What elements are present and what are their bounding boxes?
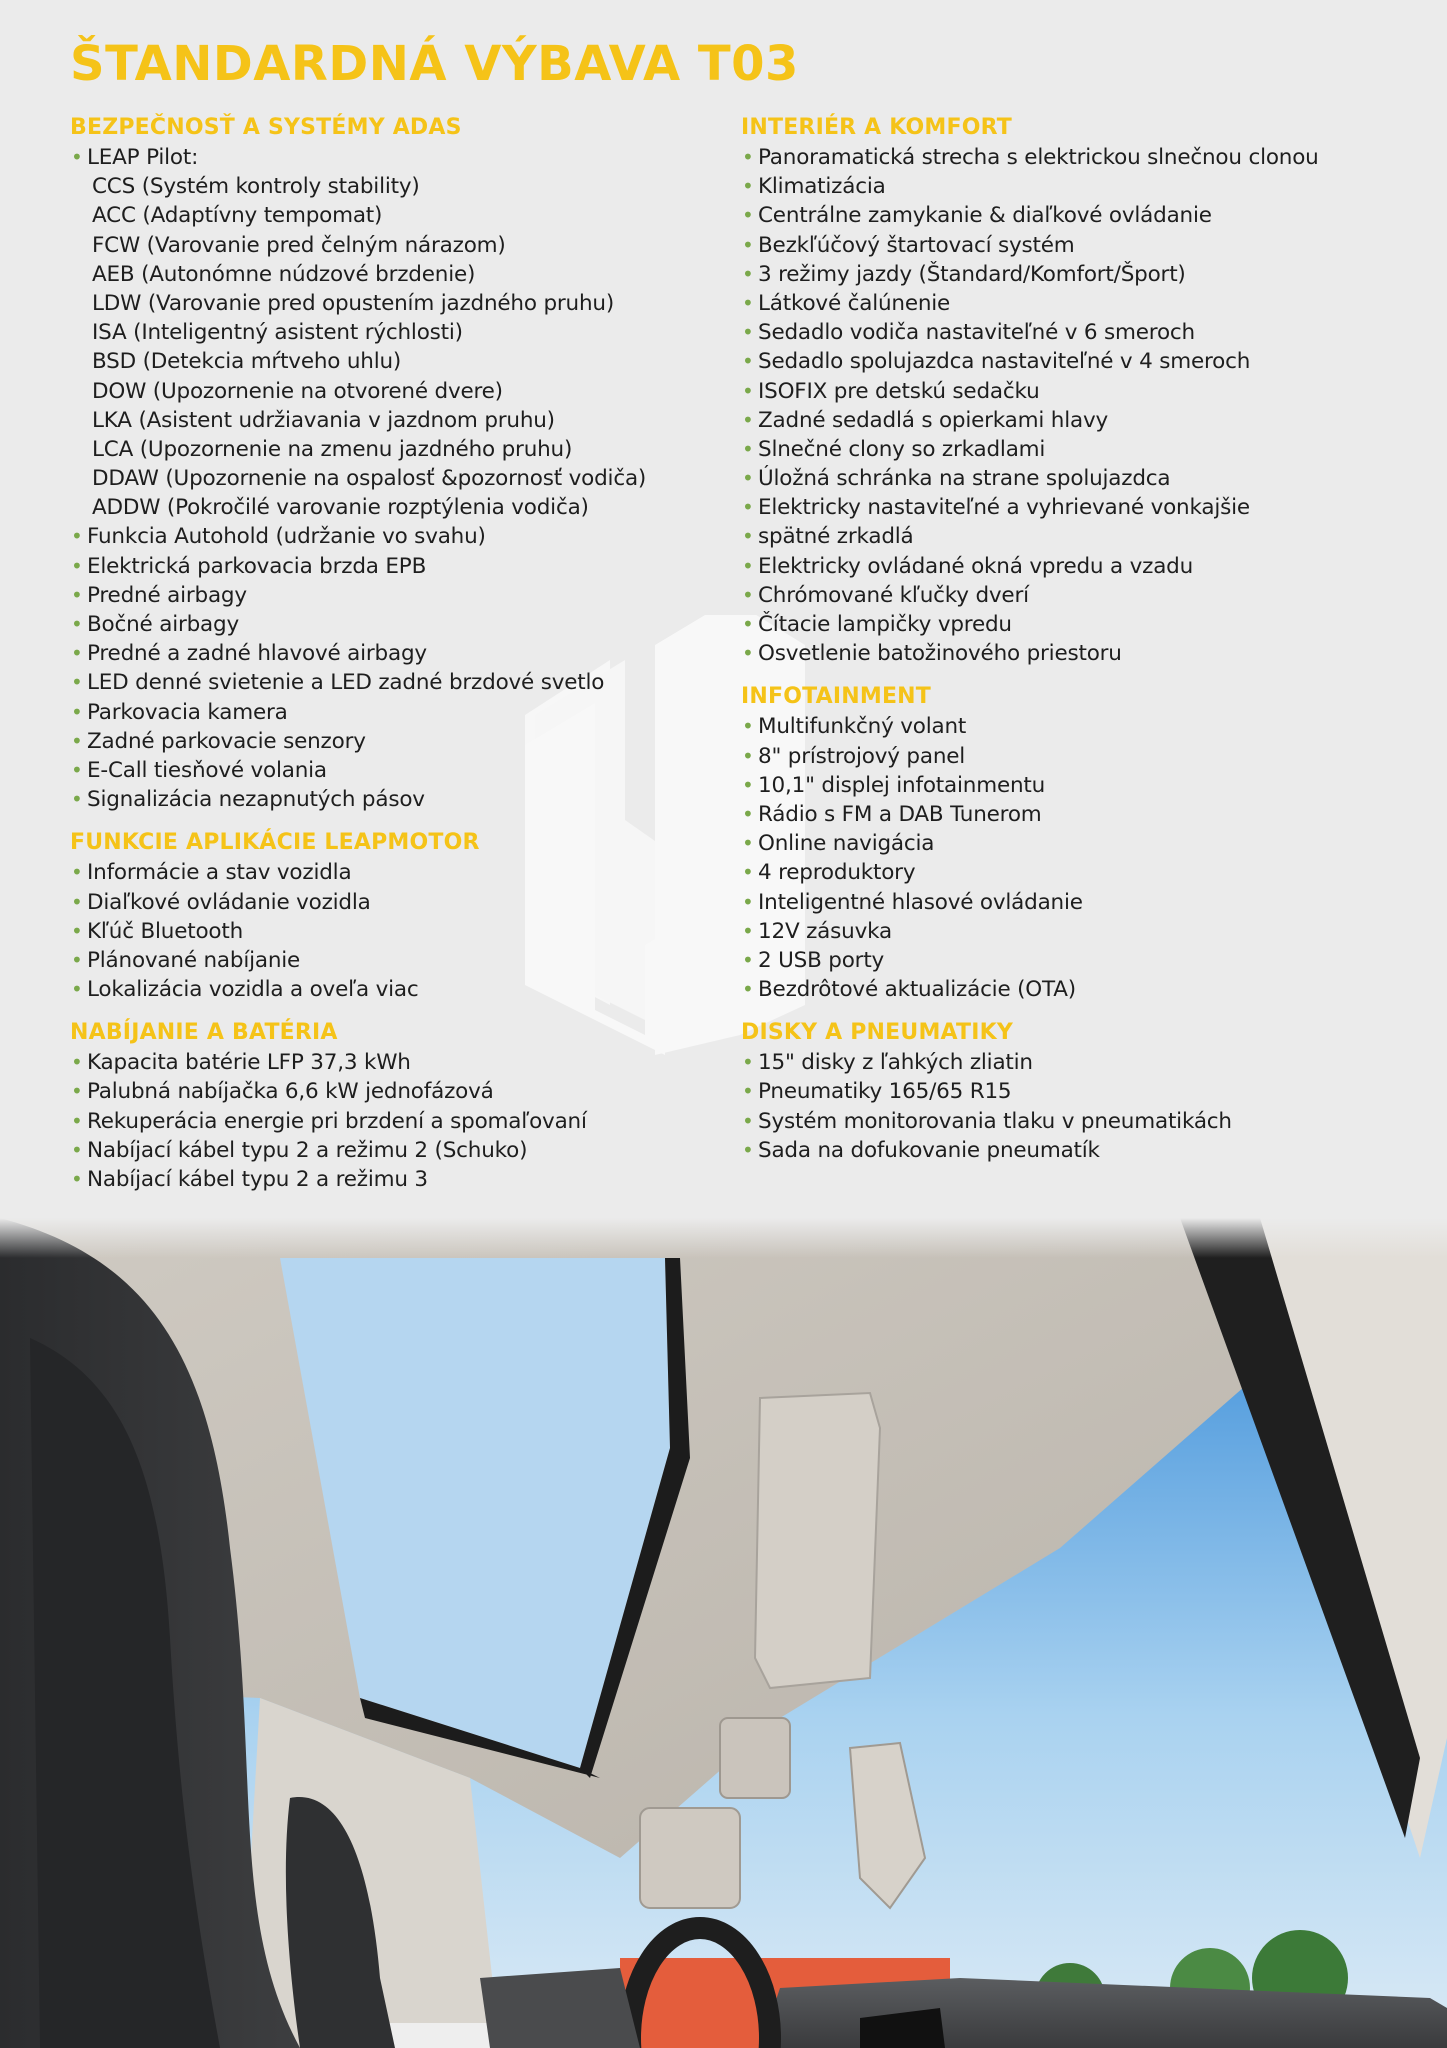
- right-column: [741, 113, 1431, 1179]
- sub-list-item: ACC (Adaptívny tempomat): [92, 203, 383, 229]
- list-item: • Sedadlo spolujazdca nastaviteľné v 4 smeroch: [741, 347, 1431, 376]
- bullet-icon: •: [742, 1137, 754, 1162]
- list-item: • 2 USB porty: [741, 946, 1431, 975]
- bullet-icon: •: [742, 612, 754, 636]
- bullet-icon: •: [742, 1079, 754, 1104]
- sub-list-item: DDAW (Upozornenie na ospalosť &pozornosť vodiča): [92, 466, 647, 492]
- list-item: • Plánované nabíjanie: [70, 946, 730, 975]
- list-item: • 12V zásuvka: [741, 917, 1431, 946]
- bullet-icon: •: [71, 524, 83, 549]
- list-item: • Sedadlo vodiča nastaviteľné v 6 smeroch: [741, 318, 1431, 347]
- bullet-icon: •: [742, 232, 754, 257]
- list-item: • Diaľkové ovládanie vozidla: [70, 888, 730, 917]
- bullet-icon: •: [742, 1108, 754, 1133]
- list-item: • ISOFIX pre detskú sedačku: [741, 377, 1431, 406]
- list-item: • Palubná nabíjačka 6,6 kW jednofázová: [70, 1077, 730, 1106]
- bullet-icon: •: [742, 261, 754, 286]
- bullet-icon: •: [742, 466, 754, 491]
- list-item: • E-Call tiesňové volania: [70, 756, 730, 785]
- bullet-icon: •: [71, 553, 83, 578]
- section-leapmotor-app: [70, 828, 730, 1004]
- bullet-icon: •: [71, 641, 83, 666]
- list-item: • Inteligentné hlasové ovládanie: [741, 888, 1431, 917]
- list-item: • 8" prístrojový panel: [741, 742, 1431, 771]
- bullet-icon: •: [71, 1167, 83, 1191]
- section-heading: FUNKCIE APLIKÁCIE LEAPMOTOR: [70, 830, 480, 856]
- bullet-icon: •: [742, 495, 754, 520]
- bullet-icon: •: [742, 641, 754, 666]
- bullet-icon: •: [71, 1108, 83, 1133]
- list-item: • spätné zrkadlá: [741, 522, 1431, 551]
- list-item: • Pneumatiky 165/65 R15: [741, 1077, 1431, 1106]
- list-item: • Panoramatická strecha s elektrickou slnečnou clonou: [741, 143, 1431, 172]
- car-interior-illustration: [0, 1218, 1447, 2048]
- section-heading: DISKY A PNEUMATIKY: [741, 1020, 1014, 1046]
- list-item: • Osvetlenie batožinového priestoru: [741, 639, 1431, 668]
- bullet-icon: •: [742, 947, 754, 972]
- bullet-icon: •: [742, 524, 754, 549]
- list-item: • Informácie a stav vozidla: [70, 858, 730, 887]
- bullet-icon: •: [742, 772, 754, 797]
- bullet-icon: •: [71, 947, 83, 972]
- feature-list: [70, 858, 730, 1004]
- list-item: • Centrálne zamykanie & diaľkové ovládanie: [741, 201, 1431, 230]
- list-item: • Elektricky ovládané okná vpredu a vzadu: [741, 552, 1431, 581]
- bullet-icon: •: [742, 743, 754, 768]
- bullet-icon: •: [742, 889, 754, 914]
- list-item: • Bezkľúčový štartovací systém: [741, 231, 1431, 260]
- bullet-icon: •: [742, 831, 754, 856]
- list-item: • Predné airbagy: [70, 581, 730, 610]
- sub-list-item: ADDW (Pokročilé varovanie rozptýlenia vodiča): [92, 495, 589, 521]
- sub-list-item: DOW (Upozornenie na otvorené dvere): [92, 378, 503, 404]
- bullet-icon: •: [742, 320, 754, 345]
- list-item: • Rekuperácia energie pri brzdení a spomaľovaní: [70, 1107, 730, 1136]
- bullet-icon: •: [71, 670, 83, 695]
- list-item: • Chrómované kľučky dverí: [741, 581, 1431, 610]
- list-item: • Elektrická parkovacia brzda EPB: [70, 552, 730, 581]
- bullet-icon: •: [742, 290, 754, 315]
- sub-list-item: FCW (Varovanie pred čelným nárazom): [92, 232, 506, 258]
- bullet-icon: •: [71, 728, 83, 753]
- bullet-icon: •: [71, 699, 83, 724]
- bullet-icon: •: [71, 145, 83, 169]
- section-heading: INFOTAINMENT: [741, 684, 931, 710]
- bullet-icon: •: [71, 1050, 83, 1075]
- bullet-icon: •: [742, 977, 754, 1002]
- list-item: • Kapacita batérie LFP 37,3 kWh: [70, 1048, 730, 1077]
- list-item: • Lokalizácia vozidla a oveľa viac: [70, 975, 730, 1004]
- section-wheels-tires: [741, 1018, 1431, 1165]
- feature-list: [70, 1048, 730, 1194]
- bullet-icon: •: [742, 801, 754, 826]
- list-item: • Slnečné clony so zrkadlami: [741, 435, 1431, 464]
- section-heading: BEZPEČNOSŤ A SYSTÉMY ADAS: [70, 115, 462, 140]
- list-item: • Online navigácia: [741, 829, 1431, 858]
- car-interior-photo: [0, 1218, 1447, 2048]
- bullet-icon: •: [71, 889, 83, 914]
- list-item: • Bočné airbagy: [70, 610, 730, 639]
- bullet-icon: •: [742, 553, 754, 578]
- list-item: • Signalizácia nezapnutých pásov: [70, 785, 730, 814]
- bullet-icon: •: [742, 145, 754, 169]
- bullet-icon: •: [71, 977, 83, 1002]
- bullet-icon: •: [742, 860, 754, 885]
- feature-list: [70, 143, 730, 814]
- bullet-icon: •: [71, 918, 83, 943]
- page-title: ŠTANDARDNÁ VÝBAVA T03: [70, 36, 799, 92]
- left-column: [70, 113, 730, 1208]
- list-item: • 15" disky z ľahkých zliatin: [741, 1048, 1431, 1077]
- feature-list: [741, 1048, 1431, 1165]
- bullet-icon: •: [71, 612, 83, 636]
- list-item: • Predné a zadné hlavové airbagy: [70, 639, 730, 668]
- bullet-icon: •: [742, 174, 754, 199]
- section-interior-comfort: [741, 113, 1431, 668]
- feature-list: [741, 712, 1431, 1004]
- sub-list-item: BSD (Detekcia mŕtveho uhlu): [92, 349, 402, 375]
- section-heading: NABÍJANIE A BATÉRIA: [70, 1020, 338, 1046]
- list-item: • 3 režimy jazdy (Štandard/Komfort/Šport): [741, 260, 1431, 289]
- list-item: • Čítacie lampičky vpredu: [741, 610, 1431, 639]
- list-item: • Rádio s FM a DAB Tunerom: [741, 800, 1431, 829]
- list-item: • Bezdrôtové aktualizácie (OTA): [741, 975, 1431, 1004]
- bullet-icon: •: [71, 1137, 83, 1162]
- bullet-icon: •: [742, 203, 754, 228]
- list-item: • Nabíjací kábel typu 2 a režimu 2 (Schuko): [70, 1136, 730, 1165]
- list-item: • Kľúč Bluetooth: [70, 917, 730, 946]
- bullet-icon: •: [742, 378, 754, 403]
- list-item: • 4 reproduktory: [741, 858, 1431, 887]
- section-infotainment: [741, 682, 1431, 1004]
- section-safety-adas: [70, 113, 730, 814]
- feature-list: [741, 143, 1431, 668]
- bullet-icon: •: [742, 1050, 754, 1075]
- list-item: • Klimatizácia: [741, 172, 1431, 201]
- bullet-icon: •: [742, 407, 754, 432]
- list-item: • Zadné parkovacie senzory: [70, 727, 730, 756]
- bullet-icon: •: [71, 1079, 83, 1104]
- list-item: • Nabíjací kábel typu 2 a režimu 3: [70, 1165, 730, 1194]
- list-item: • 10,1" displej infotainmentu: [741, 771, 1431, 800]
- list-item: • Sada na dofukovanie pneumatík: [741, 1136, 1431, 1165]
- bullet-icon: •: [742, 349, 754, 374]
- bullet-icon: •: [742, 918, 754, 943]
- list-item: • LED denné svietenie a LED zadné brzdové svetlo: [70, 668, 730, 697]
- bullet-icon: •: [742, 714, 754, 739]
- list-item: • Látkové čalúnenie: [741, 289, 1431, 318]
- section-heading: INTERIÉR A KOMFORT: [741, 115, 1013, 140]
- bullet-icon: •: [71, 787, 83, 812]
- list-item: • Funkcia Autohold (udržanie vo svahu): [70, 522, 730, 551]
- list-item: • Úložná schránka na strane spolujazdca: [741, 464, 1431, 493]
- sub-list-item: LCA (Upozornenie na zmenu jazdného pruhu): [92, 436, 573, 462]
- sub-list-item: CCS (Systém kontroly stability): [92, 174, 420, 200]
- list-item: • LEAP Pilot:: [70, 143, 730, 172]
- sub-list-item: LDW (Varovanie pred opustením jazdného pruhu): [92, 290, 615, 316]
- section-charging-battery: [70, 1018, 730, 1194]
- list-item: • Elektricky nastaviteľné a vyhrievané vonkajšie: [741, 493, 1431, 522]
- sub-list-item: ISA (Inteligentný asistent rýchlosti): [92, 320, 463, 346]
- bullet-icon: •: [742, 436, 754, 461]
- list-item: • Zadné sedadlá s opierkami hlavy: [741, 406, 1431, 435]
- bullet-icon: •: [742, 582, 754, 607]
- bullet-icon: •: [71, 860, 83, 885]
- list-item: • Multifunkčný volant: [741, 712, 1431, 741]
- bullet-icon: •: [71, 757, 83, 782]
- list-item: • Systém monitorovania tlaku v pneumatikách: [741, 1107, 1431, 1136]
- sub-list-item: AEB (Autonómne núdzové brzdenie): [92, 261, 476, 287]
- bullet-icon: •: [71, 582, 83, 607]
- sub-list-item: LKA (Asistent udržiavania v jazdnom pruhu): [92, 407, 555, 433]
- list-item: • Parkovacia kamera: [70, 698, 730, 727]
